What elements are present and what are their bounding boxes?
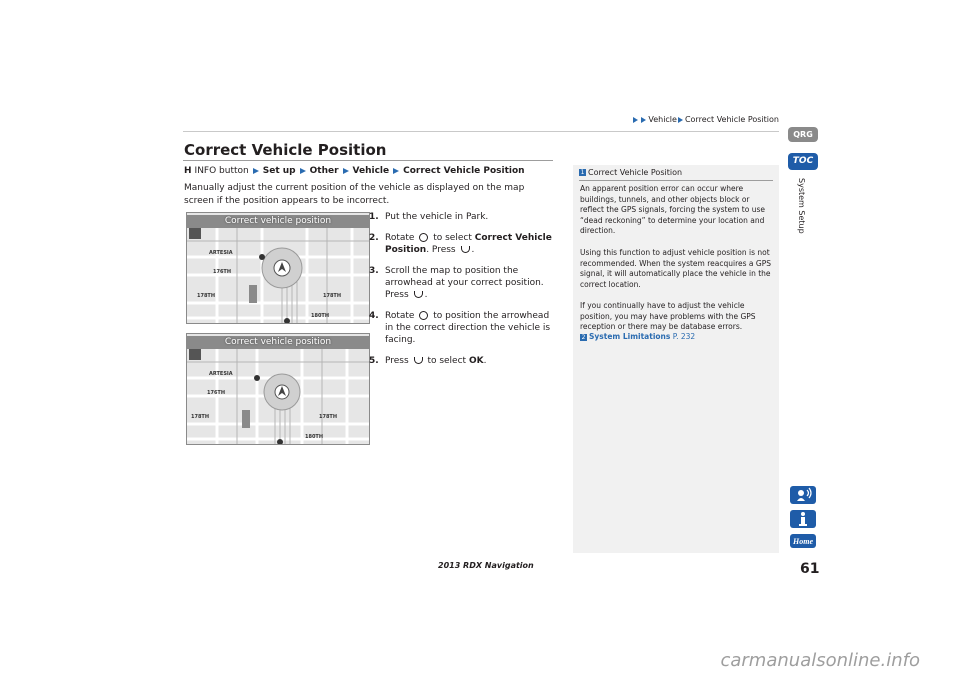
info-icon [790, 510, 816, 528]
step-number: 2. [369, 233, 379, 243]
page-number: 61 [800, 561, 820, 577]
step-number: 5. [369, 356, 379, 366]
page-title: Correct Vehicle Position [184, 141, 387, 159]
breadcrumb-arrow-icon [633, 117, 638, 123]
path-arrow-icon [393, 168, 399, 174]
voice-command-tab[interactable] [790, 486, 816, 504]
step-5 [369, 355, 555, 367]
step-text: Scroll the map to position the arrowhead at your correct position. Press [385, 266, 544, 300]
step-body [385, 232, 555, 256]
breadcrumb-part-current: Correct Vehicle Position [684, 115, 779, 124]
step-text: Rotate [385, 311, 415, 321]
step-body [385, 265, 555, 301]
section-label: System Setup [797, 178, 806, 234]
toc-tab[interactable]: TOC [788, 153, 818, 170]
path-step-vehicle: Vehicle [352, 166, 390, 176]
home-h-icon: H [184, 166, 192, 176]
note-paragraph: Using this function to adjust vehicle position is not recommended. When the system reacquires a GPS signal, it will automatically place the vehicle in the correct location. [580, 248, 771, 289]
step-4 [369, 310, 555, 346]
step-3 [369, 265, 555, 301]
steps-list [369, 211, 555, 376]
intro-text: Manually adjust the current position of the vehicle as displayed on the map screen if the position appears to be incorrect. [184, 183, 525, 206]
step-text: Rotate [385, 233, 415, 243]
road-label: 178TH [323, 293, 342, 299]
path-step-other: Other [309, 166, 339, 176]
path-step-correct-position: Correct Vehicle Position [403, 166, 525, 176]
road-label: ARTESIA [209, 371, 233, 377]
ref-label[interactable]: System Limitations [589, 332, 671, 341]
step-body [385, 310, 555, 346]
home-icon [790, 534, 816, 548]
step-text: . [424, 290, 428, 300]
footer-title: 2013 RDX Navigation [438, 561, 534, 570]
sidebar-notes [573, 165, 779, 553]
reference-arrow-icon: 2 [581, 333, 586, 341]
menu-path [184, 166, 525, 176]
road-label: 178TH [319, 414, 338, 420]
step-number: 4. [369, 311, 379, 321]
press-icon [461, 246, 470, 253]
path-arrow-icon [253, 168, 259, 174]
step-bold: Correct Vehicle Position [385, 233, 552, 255]
road-label: 176TH [213, 269, 232, 275]
road-label: 178TH [197, 293, 216, 299]
voice-command-icon [790, 486, 816, 504]
breadcrumb-arrow-icon [678, 117, 683, 123]
step-text: to select [427, 356, 467, 366]
home-tab[interactable] [790, 534, 816, 548]
step-text: . [471, 245, 475, 255]
road-label: 180TH [311, 313, 330, 319]
press-icon [414, 357, 423, 364]
header-divider [183, 131, 779, 132]
road-label: 176TH [207, 390, 226, 396]
path-step-setup: Set up [262, 166, 296, 176]
note-paragraph: An apparent position error can occur where buildings, tunnels, and other objects block or reflect the GPS signals, forcing the system to use “dead reckoning” to determine your location and direction. [580, 184, 765, 235]
step-text: Put the vehicle in Park. [385, 212, 489, 222]
step-bold: OK [468, 356, 484, 366]
step-number: 3. [369, 266, 379, 276]
step-body [385, 355, 486, 367]
watermark-text: carmanualsonline.info [720, 650, 920, 671]
title-divider [183, 160, 553, 161]
svg-text:Home: Home [793, 537, 813, 546]
road-label: ARTESIA [209, 250, 233, 256]
interface-dial-icon [419, 311, 428, 320]
step-text: to select [433, 233, 472, 243]
screen-banner-2: Correct vehicle position [187, 336, 369, 349]
path-arrow-icon [300, 168, 306, 174]
step-2 [369, 232, 555, 256]
step-1 [369, 211, 555, 223]
ref-page[interactable]: P. 232 [672, 332, 696, 341]
step-text: Press [385, 356, 409, 366]
step-text: to position the arrowhead in the correct direction the vehicle is facing. [385, 311, 551, 345]
press-icon [414, 291, 423, 298]
sidebar-heading-text: Correct Vehicle Position [588, 168, 683, 177]
note-badge-icon: 1 [580, 169, 585, 176]
path-arrow-icon [343, 168, 349, 174]
qrg-tab[interactable]: QRG [788, 127, 818, 142]
road-label: 178TH [191, 414, 210, 420]
road-label: 180TH [305, 434, 324, 440]
interface-dial-icon [419, 233, 428, 242]
step-number: 1. [369, 212, 379, 222]
step-text: . Press [426, 245, 456, 255]
step-text: . [483, 356, 487, 366]
breadcrumb-part-vehicle[interactable]: Vehicle [648, 115, 677, 124]
note-paragraph: If you continually have to adjust the vehicle position, you may have problems with the GPS reception or there may be database errors. [580, 301, 756, 331]
path-lead: INFO button [194, 166, 249, 176]
sidebar-heading [579, 168, 773, 181]
cross-reference-link[interactable] [580, 332, 695, 341]
screen-banner-1: Correct vehicle position [187, 215, 369, 228]
watermark-band [0, 650, 960, 678]
map-screenshot-2 [186, 333, 370, 445]
map-screenshot-1 [186, 212, 370, 324]
breadcrumb [632, 115, 779, 124]
breadcrumb-arrow-icon [641, 117, 646, 123]
info-tab[interactable] [790, 510, 816, 528]
